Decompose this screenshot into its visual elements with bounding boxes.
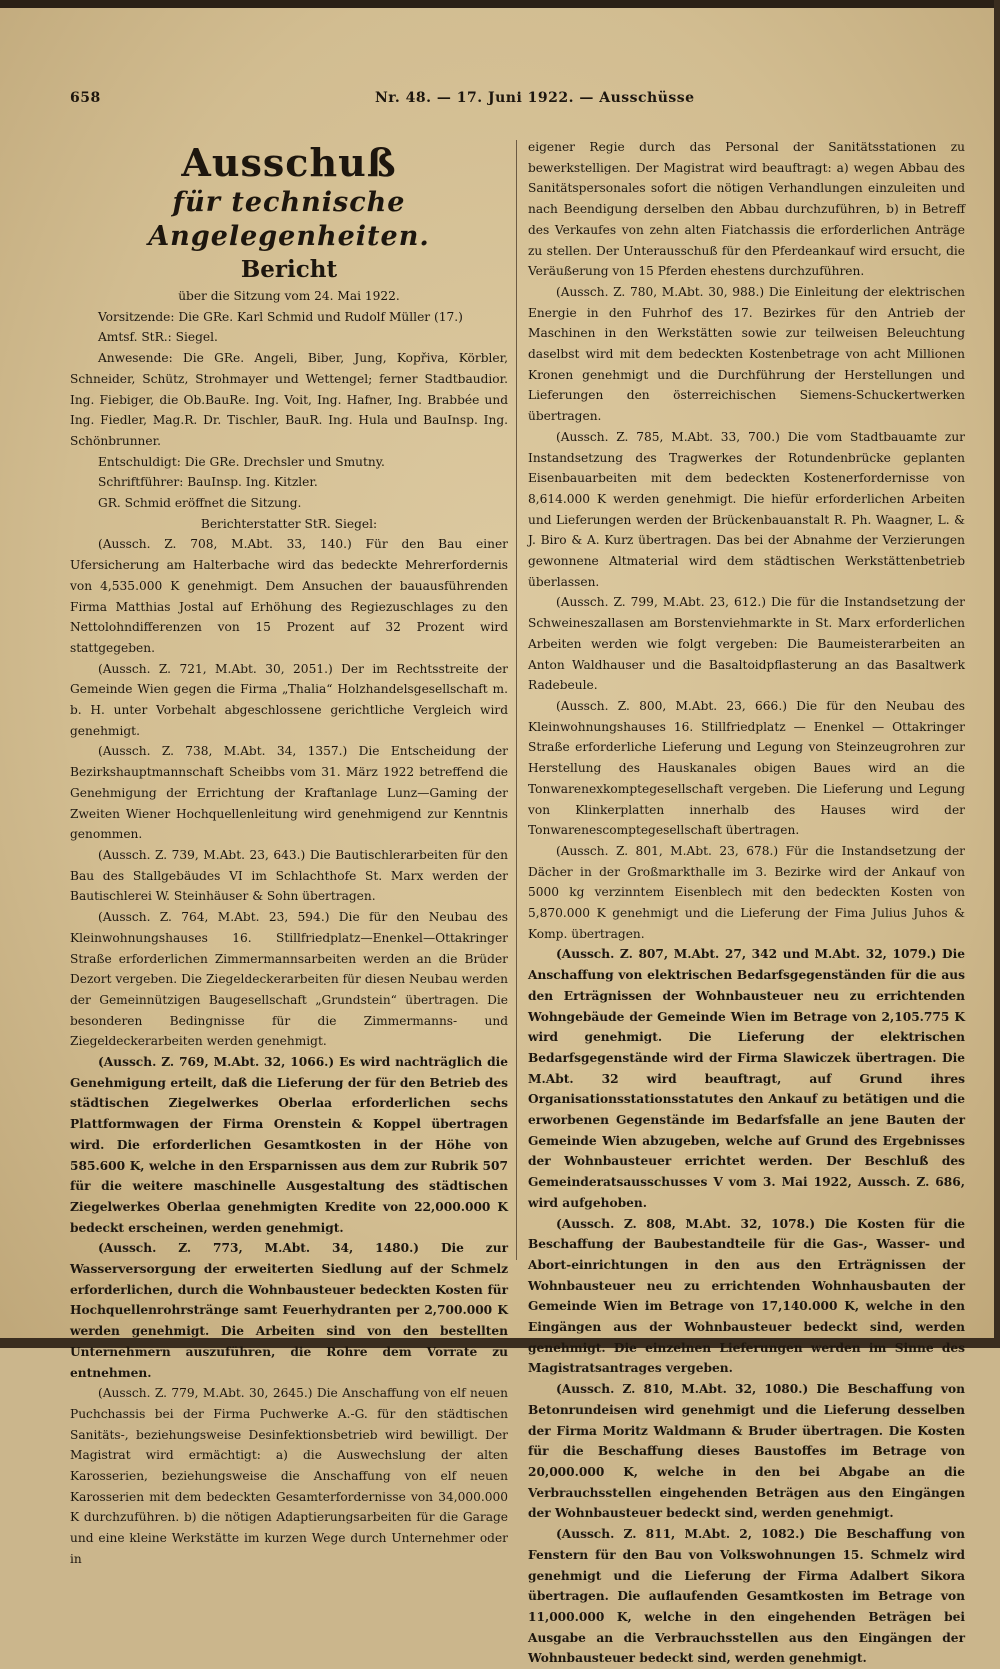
item-paragraph: (Aussch. Z. 799, M.Abt. 23, 612.) Die für die Instandsetzung der Schweineszallasen am Borstenviehmarkte in St. Marx erforderlichen Arbeiten werden wie folgt vergeben: Die Baumeisterarbeiten an Anton Waldhauser und die Basaltoidpflasterung an das Basaltwerk Radebeule. [528, 595, 965, 693]
scan-edge-top [0, 0, 1000, 8]
opening-paragraph: GR. Schmid eröffnet die Sitzung. [98, 496, 302, 511]
column-divider [516, 140, 517, 1260]
scan-edge-right [994, 0, 1000, 1348]
item-paragraph: (Aussch. Z. 808, M.Abt. 32, 1078.) Die Kosten für die Beschaffung der Baubestandteile für die Gas-, Wasser- und Abort-einrichtungen in den aus den Erträgnissen der Wohnbausteuer neu zu errichtenden Wohnhausbauten der Gemeinde Wien im Betrage von 17,140.000 K, welche in den Eingängen aus der Wohnbausteuer bedeckt sind, werden genehmigt. Die einzelnen Lieferungen werden im Sinne des Magistratsantrages vergeben. [528, 1216, 965, 1376]
excused-paragraph: Entschuldigt: Die GRe. Drechsler und Smutny. [98, 454, 385, 469]
secretary-paragraph: Schriftführer: BauInsp. Ing. Kitzler. [98, 475, 318, 490]
item-paragraph: eigener Regie durch das Personal der Sanitätsstationen zu bewerkstelligen. Der Magistrat wird beauftragt: a) wegen Abbau des Sanitätspersonales sofort die nötigen Verhandlungen einzuleiten und nach Beendigung derselben den Abbau durchzuführen, b) in Betreff des Verkaufes von zehn alten Fiatchassis die erforderlichen Anträge zu stellen. Der Unterausschuß für den Pferdeankauf wird ersucht, die Veräußerung von 15 Pferden ehestens durchzuführen. [528, 140, 965, 279]
section-title: Ausschuß [181, 140, 397, 185]
report-title: Bericht [240, 256, 338, 283]
councillor-paragraph: Amtsf. StR.: Siegel. [98, 330, 218, 345]
item-paragraph: (Aussch. Z. 739, M.Abt. 23, 643.) Die Bautischlerarbeiten für den Bau des Stallgebäudes VI im Schlachthofe St. Marx werden der Bautischlerei W. Steinhäuser & Sohn übertragen. [70, 847, 508, 904]
section-subtitle: für technische Angelegenheiten. [148, 187, 430, 252]
meeting-date: über die Sitzung vom 24. Mai 1922. [178, 289, 400, 303]
item-paragraph: (Aussch. Z. 810, M.Abt. 32, 1080.) Die Beschaffung von Betonrundeisen wird genehmigt und die Lieferung desselben der Firma Moritz Waldmann & Bruder übertragen. Die Kosten für die Beschaffung dieses Baustoffes im Betrage von 20,000.000 K, welche in den bei Abgabe an die Verbrauchsstellen eingehenden Beträgen aus den Eingängen der Wohnbausteuer bedeckt sind, werden genehmigt. [528, 1382, 965, 1521]
attendees-paragraph: Anwesende: Die GRe. Angeli, Biber, Jung, Kopřiva, Körbler, Schneider, Schütz, Strohmayer und Wettengel; ferner Stadtbaudior. Ing. Fiebiger, die Ob.BauRe. Ing. Voit, Ing. Hafner, Ing. Brabbée und Ing. Fiedler, Mag.R. Dr. Tischler, BauR. Ing. Hula und BauInsp. Ing. Schönbrunner. [70, 351, 508, 448]
running-title: Nr. 48. — 17. Juni 1922. — Ausschüsse [375, 90, 695, 106]
item-paragraph: (Aussch. Z. 801, M.Abt. 23, 678.) Für die Instandsetzung der Dächer in der Großmarkthalle im 3. Bezirke wird der Ankauf von 5000 kg verzinntem Eisenblech mit den bedeckten Kosten von 5,870.000 K genehmigt und die Lieferung der Fima Julius Juhos & Komp. übertragen. [528, 843, 965, 941]
item-paragraph: (Aussch. Z. 800, M.Abt. 23, 666.) Die für den Neubau des Kleinwohnungshauses 16. Stillfriedplatz — Enenkel — Ottakringer Straße erforderliche Lieferung und Legung von Steinzeugrohren zur Herstellung des Hauskanales obigen Baues wird an die Tonwarenexkomptegesellschaft vergeben. Die Lieferung und Legung von Klinkerplatten innerhalb des Hauses wird der Tonwarenescomptegesellschaft übertragen. [528, 698, 965, 838]
right-column [528, 137, 965, 1669]
item-paragraph: (Aussch. Z. 780, M.Abt. 30, 988.) Die Einleitung der elektrischen Energie in den Fuhrhof des 17. Bezirkes für den Antrieb der Maschinen in den Werkstätten sowie zur teilweisen Beleuchtung daselbst wird mit dem bedeckten Kostenbetrage von acht Millionen Kronen genehmigt und die Durchführung der Herstellungen und Lieferungen den österreichischen Siemens-Schuckertwerken übertragen. [528, 284, 965, 424]
left-column [70, 140, 508, 1570]
running-header [70, 90, 970, 112]
item-paragraph: (Aussch. Z. 807, M.Abt. 27, 342 und M.Abt. 32, 1079.) Die Anschaffung von elektrischen Bedarfsgegenständen für die aus den Erträgnissen der Wohnbausteuer neu zu errichtenden Wohngebäude der Gemeinde Wien im Betrage von 2,105.775 K wird genehmigt. Die Lieferung der elektrischen Bedarfsgegenstände wird der Firma Slawiczek übertragen. Die M.Abt. 32 wird beauftragt, auf Grund ihres Organisationsstationsstatutes den Ankauf zu betätigen und die erworbenen Gegenstände im Bedarfsfalle an jene Bauten der Gemeinde Wien abzugeben, welche auf Grund des Ergebnisses der Wohnbausteuer errichtet werden. Der Beschluß des Gemeinderatsausschusses V vom 3. Mai 1922, Aussch. Z. 686, wird aufgehoben. [528, 947, 965, 1210]
item-paragraph: (Aussch. Z. 779, M.Abt. 30, 2645.) Die Anschaffung von elf neuen Puchchassis bei der Firma Puchwerke A.-G. für den städtischen Sanitäts-, beziehungsweise Desinfektionsbetrieb wird bewilligt. Der Magistrat wird ermächtigt: a) die Auswechslung der alten Karosserien, beziehungsweise die Anschaffung von elf neuen Karosserien mit dem bedeckten Gesamterfordernisse von 34,000.000 K durchzuführen. b) die nötigen Adaptierungsarbeiten für die Garage und eine kleine Werkstätte im kurzen Wege durch Unternehmer oder in [70, 1386, 508, 1566]
item-paragraph: (Aussch. Z. 708, M.Abt. 33, 140.) Für den Bau einer Ufersicherung am Halterbache wird das bedeckte Mehrerfordernis von 4,535.000 K genehmigt. Dem Ansuchen der bauausführenden Firma Matthias Jostal auf Erhöhung des Regiezuschlages zu den Nettolohndifferenzen von 15 Prozent auf 32 Prozent wird stattgegeben. [70, 537, 508, 655]
item-paragraph: (Aussch. Z. 785, M.Abt. 33, 700.) Die vom Stadtbauamte zur Instandsetzung des Tragwerkes der Rotundenbrücke geplanten Eisenbauarbeiten mit dem bedeckten Kostenerfordernisse von 8,614.000 K werden genehmigt. Die hiefür erforderlichen Arbeiten und Lieferungen werden der Brückenbauanstalt R. Ph. Waagner, L. & J. Biro & A. Kurz übertragen. Das bei der Abnahme der Verzierungen gewonnene Altmaterial wird dem städtischen Werkstättenbetrieb überlassen. [528, 429, 965, 589]
item-paragraph: (Aussch. Z. 721, M.Abt. 30, 2051.) Der im Rechtsstreite der Gemeinde Wien gegen die Firma „Thalia“ Holzhandelsgesellschaft m. b. H. unter Vorbehalt abgeschlossene gerichtliche Vergleich wird genehmigt. [70, 661, 508, 738]
page-number: 658 [70, 90, 101, 106]
item-paragraph: (Aussch. Z. 764, M.Abt. 23, 594.) Die für den Neubau des Kleinwohnungshauses 16. Stillfriedplatz—Enenkel—Ottakringer Straße erforderlichen Zimmermannsarbeiten werden an die Brüder Dezort vergeben. Die Ziegeldeckerarbeiten für diesen Neubau werden der Gemeinnützigen Baugesellschaft „Grundstein“ übertragen. Die besonderen Bedingnisse für die Zimmermanns- und Ziegeldeckerarbeiten werden genehmigt. [70, 910, 508, 1049]
rapporteur-line: Berichterstatter StR. Siegel: [200, 516, 378, 531]
chairs-paragraph: Vorsitzende: Die GRe. Karl Schmid und Rudolf Müller (17.) [98, 309, 463, 324]
item-paragraph: (Aussch. Z. 811, M.Abt. 2, 1082.) Die Beschaffung von Fenstern für den Bau von Volkswohnungen 15. Schmelz wird genehmigt und die Lieferung der Firma Adalbert Sikora übertragen. Die auflaufenden Gesamtkosten im Betrage von 11,000.000 K, welche in den eingehenden Beträgen bei Ausgabe an die Verbrauchsstellen aus den Eingängen der Wohnbausteuer bedeckt sind, werden genehmigt. [528, 1527, 965, 1666]
item-paragraph: (Aussch. Z. 738, M.Abt. 34, 1357.) Die Entscheidung der Bezirkshauptmannschaft Scheibbs vom 31. März 1922 betreffend die Genehmigung der Errichtung der Kraftanlage Lunz—Gaming der Zweiten Wiener Hochquellenleitung wird genehmigend zur Kenntnis genommen. [70, 744, 508, 842]
item-paragraph: (Aussch. Z. 769, M.Abt. 32, 1066.) Es wird nachträglich die Genehmigung erteilt, daß die Lieferung der für den Betrieb des städtischen Ziegelwerkes Oberlaa erforderlichen sechs Plattformwagen der Firma Orenstein & Koppel übertragen wird. Die erforderlichen Gesamtkosten in der Höhe von 585.600 K, welche in den Ersparnissen aus dem zur Rubrik 507 für die weitere maschinelle Ausgestaltung des städtischen Ziegelwerkes Oberlaa genehmigten Kredite von 22,000.000 K bedeckt erscheinen, werden genehmigt. [70, 1055, 508, 1235]
item-paragraph: (Aussch. Z. 773, M.Abt. 34, 1480.) Die zur Wasserversorgung der erweiterten Siedlung auf der Schmelz erforderlichen, durch die Wohnbausteuer bedeckten Kosten für Hochquellenrohrstränge samt Feuerhydranten per 2,700.000 K werden genehmigt. Die Arbeiten sind von den bestellten Unternehmern auszuführen, die Rohre dem Vorrate zu entnehmen. [70, 1241, 508, 1380]
